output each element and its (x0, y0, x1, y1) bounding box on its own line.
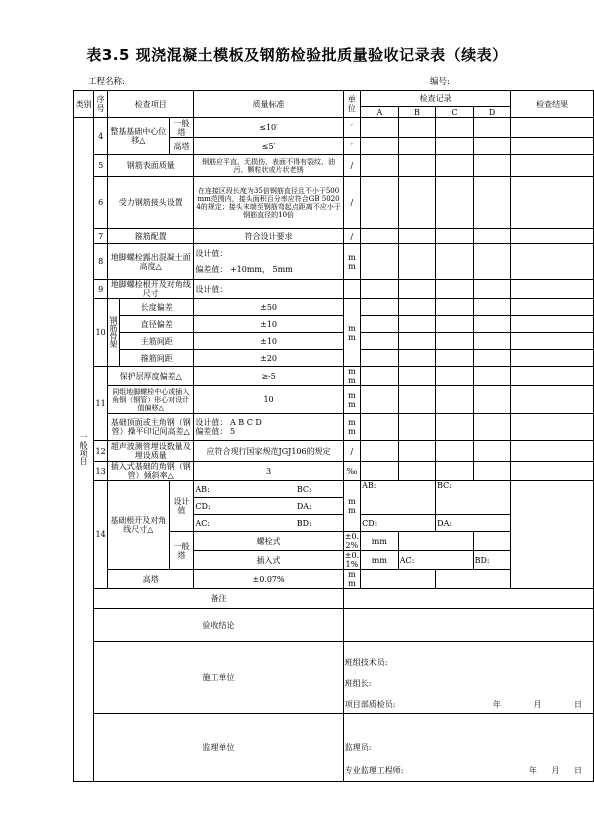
result-cell[interactable] (511, 229, 594, 244)
row-7-std: 符合设计要求 (194, 229, 343, 244)
record-cell[interactable] (436, 386, 473, 414)
result-cell[interactable] (511, 138, 594, 155)
construction-day: 日 (574, 700, 582, 709)
record-cell[interactable] (436, 138, 473, 155)
record-bd[interactable]: BD: (473, 551, 547, 570)
result-cell[interactable] (511, 316, 594, 333)
row-12-item: 超声波测管埋设数量及埋设质量 (108, 441, 194, 462)
record-cell[interactable] (398, 280, 435, 299)
header-standard: 质量标准 (194, 91, 343, 118)
row-7-seq: 7 (94, 229, 108, 244)
team-leader-label: 班组长: (344, 679, 372, 688)
record-cell[interactable] (473, 155, 511, 177)
record-cell[interactable] (436, 299, 473, 316)
header-col-a: A (361, 107, 399, 118)
record-cell[interactable] (473, 532, 547, 551)
result-cell[interactable] (511, 441, 594, 462)
row-11-seq: 11 (94, 367, 108, 441)
row-4-unit-high: ′ (343, 138, 360, 155)
conclusion-label: 验收结论 (94, 609, 343, 642)
row-10-stirrup-item: 箍筋间距 (120, 350, 194, 367)
row-11-cover-std: ≥-5 (194, 367, 343, 386)
header-seq: 序号 (94, 91, 108, 118)
record-cell[interactable] (361, 280, 399, 299)
record-cell[interactable] (398, 386, 435, 414)
record-cell[interactable] (436, 441, 473, 462)
record-cell[interactable] (473, 316, 511, 333)
supervision-month: 月 (551, 765, 560, 775)
record-cell[interactable] (398, 299, 435, 316)
supervision-unit-label: 监理单位 (94, 714, 343, 782)
row-8-item: 地脚螺栓露出混凝土面高度△ (108, 244, 194, 280)
row-14-bolt-unit: mm (361, 532, 399, 551)
record-cell[interactable] (436, 155, 473, 177)
row-5-unit: / (343, 155, 360, 177)
row-4-std-high: ≤5′ (194, 138, 343, 155)
conclusion-field[interactable] (343, 609, 593, 642)
result-cell[interactable] (511, 155, 594, 177)
row-6-std: 在连接区段长度为35倍钢筋直径且不小于500mm范围内，接头面积百分率应符合GB 50204的规定；接头末端至钢筋弯起点距离不应小于钢筋直径的10倍 (194, 177, 343, 229)
supervision-day: 日 (574, 765, 582, 775)
row-14-cd: CD: (195, 501, 211, 511)
record-cell[interactable] (361, 316, 399, 333)
row-14-bd: BD: (296, 518, 312, 528)
supervisor-label: 监理员: (344, 742, 372, 752)
row-9-item: 地脚螺栓根开及对角线尺寸 (108, 280, 194, 299)
record-cell[interactable] (473, 229, 511, 244)
row-4-sub-high: 高塔 (169, 138, 194, 155)
row-14-item: 基础根开及对角线尺寸△ (108, 481, 170, 570)
record-cell[interactable] (473, 177, 511, 229)
row-10-diameter-std: ±10 (194, 316, 343, 333)
row-12-seq: 12 (94, 441, 108, 462)
project-name-label: 工程名称: (88, 77, 125, 87)
row-14-design-label: 设计值 (169, 481, 194, 532)
supervision-year: 年 (528, 765, 537, 775)
record-cell[interactable] (473, 118, 511, 138)
row-9-std: 设计值： (194, 280, 343, 299)
row-7-item: 箍筋配置 (108, 229, 194, 244)
record-cell[interactable] (473, 350, 511, 367)
row-14-insert-std: ±0.1% (344, 551, 360, 569)
row-14-ac: AC: (195, 518, 210, 528)
header-item: 检查项目 (108, 91, 194, 118)
record-cell[interactable] (361, 118, 399, 138)
result-cell[interactable] (511, 280, 594, 299)
row-4-unit-general: ′ (343, 118, 360, 138)
record-cell[interactable] (361, 441, 399, 462)
record-cell[interactable] (436, 280, 473, 299)
header-category: 类别 (74, 91, 94, 118)
row-11-level-deviation: 偏差值： 5 (195, 427, 236, 436)
row-11-cover-unit: mm (343, 367, 360, 386)
row-14-high-std: ±0.07% (194, 570, 343, 589)
record-cell[interactable] (361, 177, 399, 229)
record-cell[interactable] (361, 367, 399, 386)
construction-unit-label: 施工单位 (94, 642, 343, 714)
record-cell[interactable] (361, 155, 399, 177)
category-general: 一般项目 (74, 118, 94, 782)
row-14-cd-da (194, 498, 343, 515)
record-cell[interactable] (436, 118, 473, 138)
construction-year: 年 (492, 700, 501, 709)
row-5-std: 钢筋应平直、无损伤，表面不得有裂纹、油污、颗粒状或片状老锈 (194, 155, 343, 177)
record-cell[interactable] (361, 244, 399, 280)
header-col-d: D (473, 107, 511, 118)
row-14-seq: 14 (94, 481, 108, 589)
row-13-unit: ‰ (343, 462, 360, 481)
result-cell[interactable] (511, 386, 594, 414)
record-cell[interactable] (361, 386, 399, 414)
record-cell[interactable] (473, 414, 511, 441)
number-label: 编号: (430, 77, 450, 87)
record-cell[interactable] (398, 367, 435, 386)
record-cell[interactable] (398, 316, 435, 333)
record-cell[interactable] (398, 350, 435, 367)
row-11-level-unit: mm (343, 414, 360, 441)
row-11-cover-item: 保护层厚度偏差△ (108, 367, 194, 386)
row-13-std: 3 (194, 462, 343, 481)
row-14-bolt: 螺栓式 (194, 532, 343, 551)
qc-inspector-label: 项目部质检员: (344, 700, 396, 709)
remarks-label: 备注 (94, 589, 343, 609)
row-14-ab: AB: (195, 484, 210, 494)
record-cell[interactable] (473, 367, 511, 386)
record-cell[interactable] (398, 414, 435, 441)
record-cell[interactable] (398, 138, 435, 155)
header-record: 检查记录 (361, 91, 511, 107)
row-14-design-unit: mm (343, 481, 360, 532)
header-unit: 单位 (343, 91, 360, 118)
result-cell[interactable] (511, 350, 594, 367)
record-cell[interactable] (473, 462, 511, 481)
row-11-offset-unit: mm (343, 386, 360, 414)
record-cell[interactable] (398, 155, 435, 177)
row-8-seq: 8 (94, 244, 108, 280)
chief-engineer-label: 专业监理工程师: (344, 765, 404, 775)
supervision-signatures[interactable] (343, 714, 593, 782)
record-cell[interactable] (473, 441, 511, 462)
result-cell[interactable] (511, 333, 594, 350)
record-cell[interactable] (473, 280, 511, 299)
record-cell[interactable] (473, 333, 511, 350)
header-col-c: C (436, 107, 473, 118)
row-14-ab-bc (194, 481, 343, 498)
record-cell[interactable] (436, 177, 473, 229)
record-cell[interactable] (398, 441, 435, 462)
row-14-bolt-std: ±0.2% (344, 532, 360, 550)
result-cell[interactable] (511, 299, 594, 316)
record-cell[interactable] (361, 350, 399, 367)
row-4-item: 整基基础中心位移△ (108, 118, 170, 155)
record-cell[interactable] (436, 414, 473, 441)
record-cell[interactable] (398, 532, 473, 551)
row-6-item: 受力钢筋接头设置 (108, 177, 194, 229)
row-6-unit: / (343, 177, 360, 229)
record-cell[interactable] (436, 570, 511, 589)
record-bc[interactable]: BC: (436, 481, 511, 515)
row-9-seq: 9 (94, 280, 108, 299)
result-cell[interactable] (511, 244, 594, 280)
remarks-field[interactable] (343, 589, 593, 609)
row-4-std-general: ≤10′ (194, 118, 343, 138)
record-cell[interactable] (398, 244, 435, 280)
row-8-deviation: 偏差值： +10mm， 5mm (195, 265, 293, 274)
record-cell[interactable] (361, 138, 399, 155)
record-cell[interactable] (473, 244, 511, 280)
record-cell[interactable] (436, 367, 473, 386)
result-cell[interactable] (511, 462, 594, 481)
record-cell[interactable] (361, 229, 399, 244)
row-8-std (194, 244, 343, 280)
row-14-ac-bd (194, 515, 343, 532)
row-11-level-item: 基础顶面或主角钢（钢管）操平印记间高差△ (108, 414, 194, 441)
record-cell[interactable] (398, 177, 435, 229)
record-cell[interactable] (361, 414, 399, 441)
row-11-offset-item: 同组地脚螺栓中心或插入角钢（钢管）形心对设计值偏移△ (108, 386, 194, 414)
row-14-bc: BC: (296, 484, 312, 494)
team-tech-label: 班组技术员: (344, 658, 388, 667)
row-14-da: DA: (296, 501, 312, 511)
row-14-high: 高塔 (108, 570, 194, 589)
row-10-length-std: ±50 (194, 299, 343, 316)
row-12-std: 应符合现行国家规范JGJ106的规定 (194, 441, 343, 462)
construction-month: 月 (533, 700, 542, 709)
construction-signatures[interactable] (343, 642, 593, 714)
row-11-level-std (194, 414, 343, 441)
row-11-offset-std: 10 (194, 386, 343, 414)
record-cell[interactable] (436, 316, 473, 333)
row-5-seq: 5 (94, 155, 108, 177)
record-cd[interactable]: CD: (361, 515, 436, 532)
record-cell[interactable] (436, 462, 473, 481)
result-cell[interactable] (511, 177, 594, 229)
record-da[interactable]: DA: (436, 515, 511, 532)
row-12-unit: / (343, 441, 360, 462)
record-cell[interactable] (436, 333, 473, 350)
row-14-insert: 插入式 (194, 551, 343, 570)
result-cell[interactable] (511, 414, 594, 441)
record-cell[interactable] (398, 333, 435, 350)
row-4-seq: 4 (94, 118, 108, 155)
row-14-general: 一般塔 (169, 532, 194, 570)
row-13-item: 插入式基础的角钢（钢管）倾斜率△ (108, 462, 194, 481)
row-10-length-item: 长度偏差 (120, 299, 194, 316)
row-6-seq: 6 (94, 177, 108, 229)
row-8-unit: mm (343, 244, 360, 280)
row-11-level-design: 设计值： A B C D (195, 418, 262, 427)
row-9-unit (343, 280, 360, 299)
header-result: 检查结果 (511, 91, 594, 118)
row-10-seq: 10 (94, 299, 108, 367)
record-cell[interactable] (436, 229, 473, 244)
record-cell[interactable] (473, 138, 511, 155)
row-8-design-label: 设计值： (195, 249, 228, 258)
row-10-group: 钢筋骨架 (108, 299, 120, 367)
row-10-main-bar-std: ±10 (194, 333, 343, 350)
record-cell[interactable] (361, 299, 399, 316)
row-14-high-unit: mm (343, 570, 360, 589)
record-ac[interactable]: AC: (398, 551, 473, 570)
row-5-item: 钢筋表面质量 (108, 155, 194, 177)
record-cell[interactable] (361, 333, 399, 350)
row-10-main-bar-item: 主筋间距 (120, 333, 194, 350)
record-cell[interactable] (473, 386, 511, 414)
record-cell[interactable] (398, 462, 435, 481)
record-cell[interactable] (436, 244, 473, 280)
row-10-unit: mm (343, 299, 360, 367)
inspection-table (73, 90, 594, 782)
row-10-diameter-item: 直径偏差 (120, 316, 194, 333)
row-7-unit: / (343, 229, 360, 244)
record-cell[interactable] (398, 118, 435, 138)
result-cell[interactable] (511, 367, 594, 386)
record-cell[interactable] (361, 570, 436, 589)
record-ab[interactable]: AB: (361, 481, 436, 515)
page-title: 表3.5 现浇混凝土模板及钢筋检验批质量验收记录表（续表） (86, 46, 508, 64)
row-10-stirrup-std: ±20 (194, 350, 343, 367)
record-cell[interactable] (361, 462, 399, 481)
result-cell[interactable] (511, 118, 594, 138)
row-13-seq: 13 (94, 462, 108, 481)
record-cell[interactable] (436, 350, 473, 367)
row-4-sub-general: 一般塔 (169, 118, 194, 138)
header-col-b: B (398, 107, 435, 118)
row-14-insert-unit: mm (361, 551, 399, 570)
record-cell[interactable] (398, 229, 435, 244)
record-cell[interactable] (473, 299, 511, 316)
